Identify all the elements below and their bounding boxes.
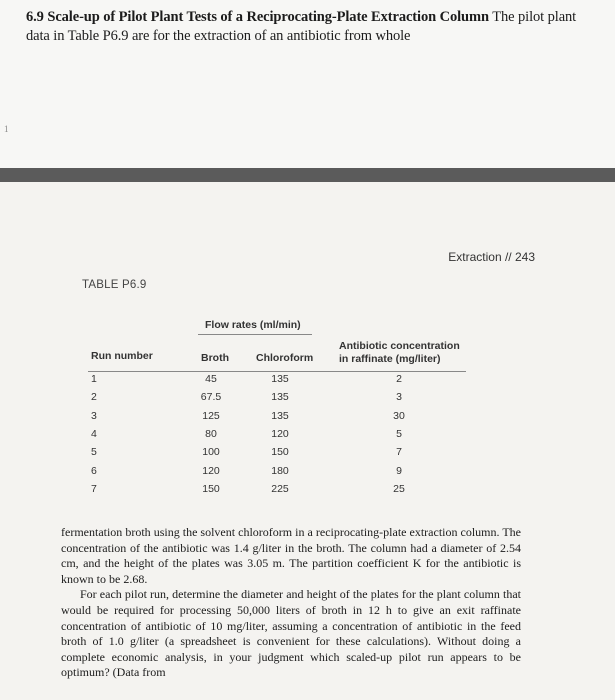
- table-cell-chloroform: 135: [271, 373, 289, 385]
- table-cell-conc: 25: [393, 482, 405, 495]
- table-cell-run: 5: [91, 446, 97, 459]
- table-cell-chloroform: 180: [271, 464, 289, 477]
- problem-number: 6.9: [26, 9, 44, 25]
- table-cell-chloroform: 135: [271, 391, 289, 404]
- table-cell-broth: 120: [202, 464, 220, 477]
- table-cell-conc: 2: [396, 373, 402, 385]
- table-cell-run: 7: [91, 482, 97, 495]
- group-header-rule: [198, 334, 312, 335]
- table-cell-broth: 125: [202, 409, 220, 422]
- antibiotic-header-line2: in raffinate (mg/liter): [339, 353, 441, 365]
- flow-rates-header: Flow rates (ml/min): [205, 319, 301, 331]
- table-cell-conc: 7: [396, 446, 402, 459]
- table-cell-conc: 5: [396, 427, 402, 440]
- problem-title: Scale-up of Pilot Plant Tests of a Reciprocating-Plate Extraction Column: [47, 9, 489, 25]
- table-cell-chloroform: 150: [271, 446, 289, 459]
- table-cell-broth: 100: [202, 446, 220, 459]
- table-cell-run: 4: [91, 427, 97, 440]
- chloroform-header: Chloroform: [256, 352, 314, 364]
- page-header: Extraction // 243: [448, 250, 535, 264]
- body-text: [61, 525, 521, 681]
- broth-header: Broth: [201, 352, 229, 364]
- table-cell-broth: 67.5: [200, 391, 222, 404]
- antibiotic-header-line1: Antibiotic concentration: [339, 340, 460, 352]
- table-title: TABLE P6.9: [82, 279, 147, 291]
- table-cell-run: 1: [91, 373, 97, 385]
- problem-intro: The pilot plant data in Table P6.9 are for the extraction of an antibiotic from whole: [26, 9, 577, 44]
- gutter-mark: 1: [4, 124, 9, 134]
- table-cell-chloroform: 225: [271, 482, 289, 495]
- body-paragraph-1: fermentation broth using the solvent chloroform in a reciprocating-plate extraction column. The concentration of the antibiotic was 1.4 g/liter in the broth. The column had a diameter of 2.54 cm, and the height of the plates was 3.05 m. The partition coefficient K for the antibiotic is known to be 2.68.: [61, 525, 521, 586]
- table-cell-broth: 80: [205, 427, 217, 440]
- table-cell-chloroform: 120: [271, 427, 289, 440]
- table-cell-run: 3: [91, 409, 97, 422]
- table-cell-broth: 45: [205, 373, 217, 385]
- table-cell-conc: 3: [396, 391, 402, 404]
- table-cell-conc: 30: [393, 409, 405, 422]
- table-cell-run: 6: [91, 464, 97, 477]
- table-cell-conc: 9: [396, 464, 402, 477]
- table-cell-chloroform: 135: [271, 409, 289, 422]
- body-paragraph-2: For each pilot run, determine the diameter and height of the plates for the plant column that would be required for processing 50,000 liters of broth in 12 h to give an exit raffinate concentration of antibiotic of 10 mg/liter, assuming a concentration of antibiotic in the feed broth of 1.0 g/liter (a spreadsheet is convenient for these calculations). Without doing a complete economic analysis, in your judgment which scaled-up pilot run appears to be optimum? (Data from: [61, 587, 521, 680]
- table-cell-run: 2: [91, 391, 97, 404]
- header-rule: [88, 371, 466, 372]
- run-number-header: Run number: [91, 350, 153, 362]
- table-cell-broth: 150: [202, 482, 220, 495]
